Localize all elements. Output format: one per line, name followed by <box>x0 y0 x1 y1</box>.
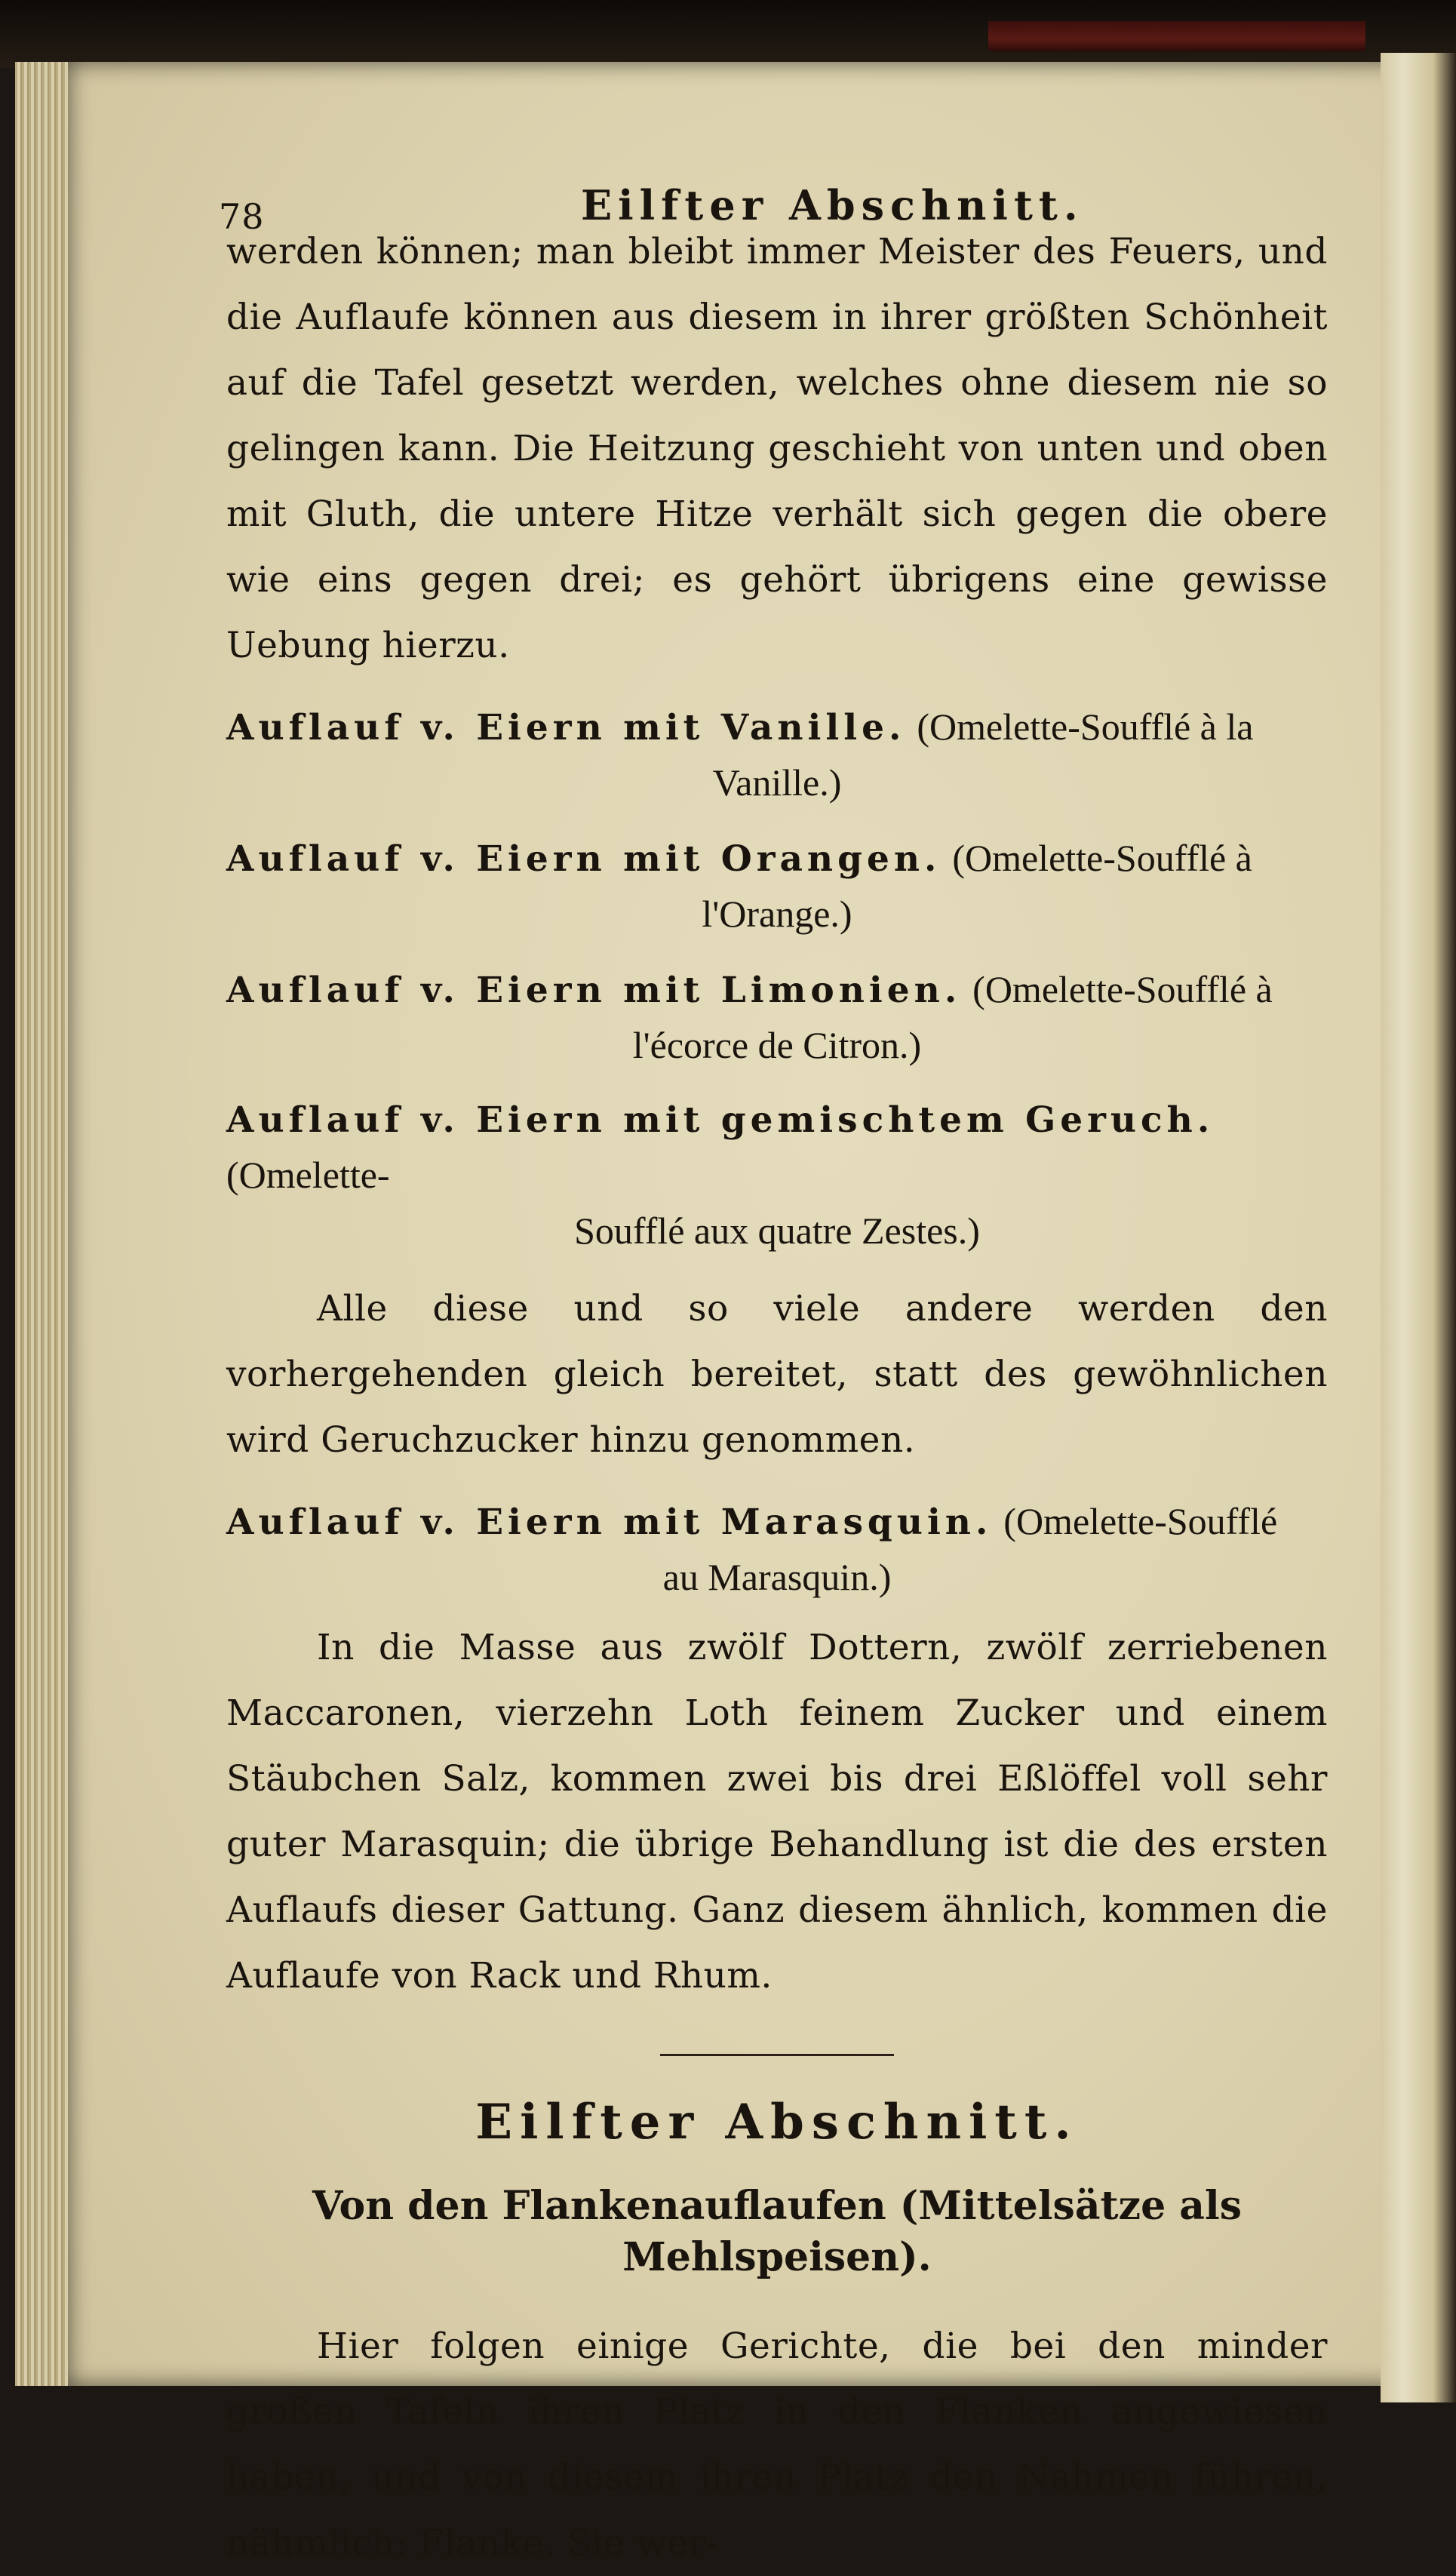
paragraph-preparation-note: Alle diese und so viele andere werden den vorhergehenden gleich bereitet, statt des gewöhnlichen wird Geruchzucker hinzu genommen. <box>226 1288 1328 1461</box>
recipe-title-de: Auflauf v. Eiern mit gemischtem Geruch. <box>226 1099 1215 1141</box>
paragraph-continuation: werden können; man bleibt immer Meister des Feuers, und die Auflaufe können aus diesem in ihrer größten Schönheit auf die Tafel gesetzt werden, welches ohne diesem nie so gelingen kann. Die Heitzung geschieht von unten und oben mit Gluth, die untere Hitze verhält sich gegen die obere wie eins gegen drei; es gehört übrigens eine gewisse Uebung hierzu. <box>226 231 1328 666</box>
section-divider <box>660 2054 894 2056</box>
recipe-title-fr: (Omelette-Soufflé <box>1003 1500 1278 1542</box>
page-number: 78 <box>219 196 265 237</box>
page-gutter <box>15 62 68 2386</box>
recipe-heading <box>226 1494 1328 1604</box>
running-head: Eilfter Abschnitt. <box>581 181 1084 229</box>
recipe-title-fr: (Omelette-Soufflé à la <box>917 705 1254 748</box>
recipe-title-fr-cont: Vanille.) <box>712 761 842 804</box>
paragraph-flanken-intro: Hier folgen einige Gerichte, die bei den minder großen Tafeln ihren Platz in den Flanken angewiesen haben, und von diesem ihren Platz den Nahmen führen, nähmlich: Flanke. Sie wer- <box>226 2325 1328 2564</box>
recipe-title-de: Auflauf v. Eiern mit Limonien. <box>226 970 962 1011</box>
recipe-title-de: Auflauf v. Eiern mit Marasquin. <box>226 1502 993 1543</box>
recipe-title-fr-cont: au Marasquin.) <box>662 1556 892 1598</box>
section-title: Eilfter Abschnitt. <box>475 2094 1079 2150</box>
recipe-heading <box>226 831 1328 941</box>
recipe-title-fr-cont: l'écorce de Citron.) <box>632 1024 922 1066</box>
recipe-title-fr: (Omelette-Soufflé à <box>972 968 1273 1010</box>
bookmark-strap <box>988 21 1365 51</box>
page-header <box>219 151 1328 237</box>
recipe-title-de: Auflauf v. Eiern mit Vanille. <box>226 707 906 749</box>
page-text <box>219 151 1328 2576</box>
page-edge <box>1381 53 1456 2402</box>
recipe-heading <box>226 962 1328 1072</box>
recipe-title-fr: (Omelette- <box>226 1154 390 1196</box>
recipe-title-fr-cont: l'Orange.) <box>702 893 852 935</box>
page-background-top <box>0 0 1456 68</box>
section-subtitle: Von den Flankenauflaufen (Mittelsätze als Mehlspeisen). <box>312 2183 1242 2280</box>
paragraph-marasquin: In die Masse aus zwölf Dottern, zwölf zerriebenen Maccaronen, vierzehn Loth feinem Zucker und einem Stäubchen Salz, kommen zwei bis drei Eßlöffel voll sehr guter Marasquin; die übrige Behandlung ist die des ersten Auflaufs dieser Gattung. Ganz diesem ähnlich, kommen die Auflaufe von Rack und Rhum. <box>226 1627 1328 1997</box>
recipe-heading <box>226 1093 1328 1258</box>
recipe-title-fr-cont: Soufflé aux quatre Zestes.) <box>574 1210 980 1252</box>
recipe-title-de: Auflauf v. Eiern mit Orangen. <box>226 838 941 880</box>
recipe-heading <box>226 699 1328 810</box>
recipe-title-fr: (Omelette-Soufflé à <box>952 837 1252 879</box>
